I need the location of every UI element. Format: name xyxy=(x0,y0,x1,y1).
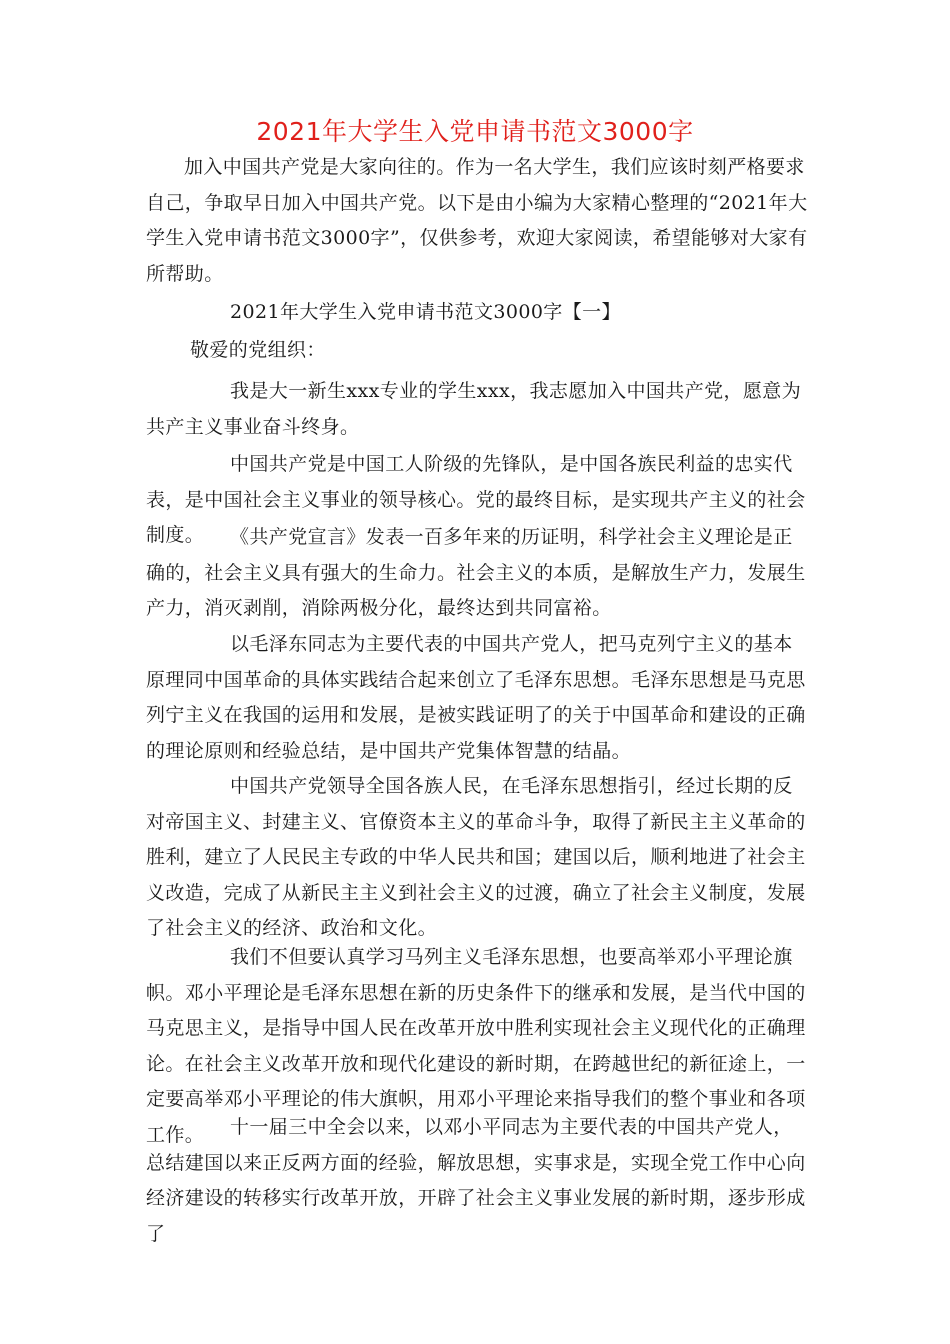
salutation: 敬爱的党组织： xyxy=(190,339,326,361)
page-title: 2021年大学生入党申请书范文3000字 xyxy=(256,117,694,146)
body-paragraph: 中国共产党领导全国各族人民，在毛泽东思想指引，经过长期的反对帝国主义、封建主义、官僚资本主义的革命斗争，取得了新民主主义革命的胜利，建立了人民民主专政的中华人民共和国；建国以后，顺利地进了社会主义改造，完成了从新民主主义到社会主义的过渡，确立了社会主义制度，发展了社会主义的经济、政治和文化。 xyxy=(146,775,806,939)
body-paragraph: 我是大一新生xxx专业的学生xxx，我志愿加入中国共产党，愿意为共产主义事业奋斗终身。 xyxy=(146,380,802,438)
section-heading: 2021年大学生入党申请书范文3000字【一】 xyxy=(230,301,621,323)
body-paragraph: 十一届三中全会以来，以邓小平同志为主要代表的中国共产党人，总结建国以来正反两方面的经验，解放思想，实事求是，实现全党工作中心向经济建设的转移实行改革开放，开辟了社会主义事业发展的新时期，逐步形成了 xyxy=(146,1116,806,1245)
body-paragraph: 《共产党宣言》发表一百多年来的历证明，科学社会主义理论是正确的，社会主义具有强大的生命力。社会主义的本质，是解放生产力，发展生产力，消灭剥削，消除两极分化，最终达到共同富裕。 xyxy=(146,526,806,619)
body-paragraph: 中国共产党是中国工人阶级的先锋队，是中国各族民利益的忠实代表，是中国社会主义事业的领导核心。党的最终目标，是实现共产主义的社会制度。 xyxy=(146,453,806,546)
body-paragraph: 我们不但要认真学习马列主义毛泽东思想，也要高举邓小平理论旗帜。邓小平理论是毛泽东思想在新的历史条件下的继承和发展，是当代中国的马克思主义，是指导中国人民在改革开放中胜利实现社会主义现代化的正确理论。在社会主义改革开放和现代化建设的新时期，在跨越世纪的新征途上，一定要高举邓小平理论的伟大旗帜，用邓小平理论来指导我们的整个事业和各项工作。 xyxy=(146,946,806,1146)
intro-paragraph: 加入中国共产党是大家向往的。作为一名大学生，我们应该时刻严格要求自己，争取早日加入中国共产党。以下是由小编为大家精心整理的“2021年大学生入党申请书范文3000字”，仅供参考，欢迎大家阅读，希望能够对大家有所帮助。 xyxy=(146,156,808,285)
body-paragraph: 以毛泽东同志为主要代表的中国共产党人，把马克列宁主义的基本原理同中国革命的具体实践结合起来创立了毛泽东思想。毛泽东思想是马克思列宁主义在我国的运用和发展，是被实践证明了的关于中国革命和建设的正确的理论原则和经验总结，是中国共产党集体智慧的结晶。 xyxy=(146,633,806,762)
